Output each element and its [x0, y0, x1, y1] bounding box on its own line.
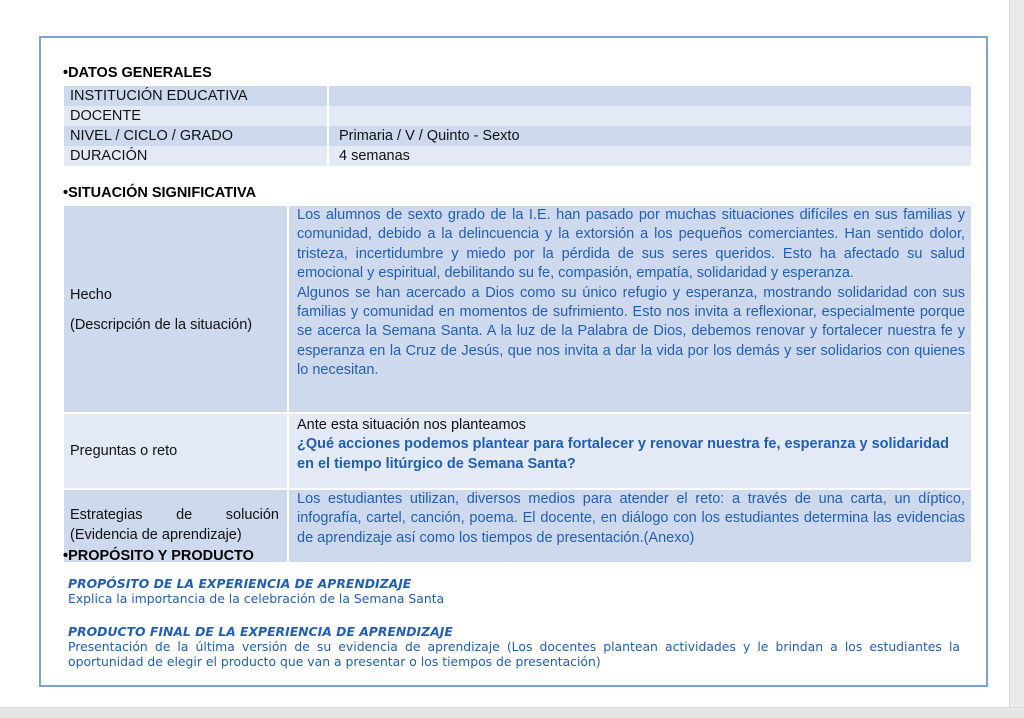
table-row	[64, 146, 971, 166]
hecho-paragraph-1: Los alumnos de sexto grado de la I.E. han pasado por muchas situaciones difíciles en sus familias y comunidad, debido a la delincuencia y la extorsión a los pequeños comerciantes. Han sentido dolor, tristeza, incertidumbre y miedo por la pérdida de sus seres queridos. Esto ha afectado su salud emocional y espiritual, debilitando su fe, compasión, empatía, solidaridad y esperanza.	[297, 207, 965, 282]
estrategias-text-cell: Los estudiantes utilizan, diversos medios para atender el reto: a través de una carta, un díptico, infografía, cartel, canción, poema. El docente, en diálogo con los estudiantes determina las evidencias de aprendizaje así como los tiempos de presentación.(Anexo)	[289, 490, 971, 562]
proposito-text: Explica la importancia de la celebración de la Semana Santa	[68, 591, 445, 606]
preguntas-label-cell	[64, 414, 289, 488]
producto-block	[68, 624, 960, 669]
row-label: DURACIÓN	[64, 146, 329, 166]
row-label: NIVEL / CICLO / GRADO	[64, 126, 329, 146]
producto-text: Presentación de la última versión de su evidencia de aprendizaje (Los docentes plantean actividades y le brindan a los estudiantes la oportunidad de elegir el producto que van a presentar o los tiempos de presentación)	[68, 639, 960, 669]
producto-heading: PRODUCTO FINAL DE LA EXPERIENCIA DE APRENDIZAJE	[68, 624, 453, 639]
proposito-heading: PROPÓSITO DE LA EXPERIENCIA DE APRENDIZAJE	[68, 576, 412, 591]
hecho-label-cell	[64, 206, 289, 412]
section-title-proposito: •PROPÓSITO Y PRODUCTO	[63, 548, 254, 564]
estrategias-word: Estrategias	[70, 507, 143, 523]
hecho-sublabel: (Descripción de la situación)	[70, 317, 253, 333]
preguntas-intro: Ante esta situación nos planteamos	[297, 417, 526, 433]
page-edge-bottom	[0, 707, 1024, 718]
row-value[interactable]	[329, 86, 971, 106]
row-value[interactable]: Primaria / V / Quinto - Sexto	[329, 126, 971, 146]
section-title-datos-generales: •DATOS GENERALES	[63, 65, 212, 81]
preguntas-label: Preguntas o reto	[70, 443, 178, 459]
table-row	[64, 86, 971, 106]
preguntas-row	[64, 414, 971, 488]
estrategias-word: solución	[225, 507, 279, 523]
section-title-situacion: •SITUACIÓN SIGNIFICATIVA	[63, 185, 257, 201]
proposito-block	[68, 576, 960, 606]
table-row	[64, 126, 971, 146]
row-label: DOCENTE	[64, 106, 329, 126]
page-edge	[1009, 0, 1024, 718]
hecho-paragraph-2: Algunos se han acercado a Dios como su único refugio y esperanza, mostrando solidaridad con sus familias y comunidad en momentos de sufrimiento. Esto nos invita a reflexionar, especialmente porque se acerca la Semana Santa. A la luz de la Palabra de Dios, debemos renovar y fortalecer nuestra fe y esperanza en la Cruz de Jesús, que nos invita a dar la vida por los demás y ser solidarios con quienes lo necesitan.	[297, 284, 965, 379]
datos-generales-table	[64, 86, 971, 166]
hecho-text-cell	[289, 206, 971, 412]
estrategias-sublabel: (Evidencia de aprendizaje)	[70, 527, 242, 543]
estrategias-word: de	[176, 507, 193, 523]
preguntas-text-cell	[289, 414, 971, 488]
estrategias-label	[70, 507, 279, 523]
row-label: INSTITUCIÓN EDUCATIVA	[64, 86, 329, 106]
row-value[interactable]	[329, 106, 971, 126]
preguntas-question: ¿Qué acciones podemos plantear para fortalecer y renovar nuestra fe, esperanza y solidaridad en el tiempo litúrgico de Semana Santa?	[297, 436, 949, 472]
hecho-row	[64, 206, 971, 412]
hecho-label: Hecho	[70, 287, 112, 303]
row-value[interactable]: 4 semanas	[329, 146, 971, 166]
table-row	[64, 106, 971, 126]
